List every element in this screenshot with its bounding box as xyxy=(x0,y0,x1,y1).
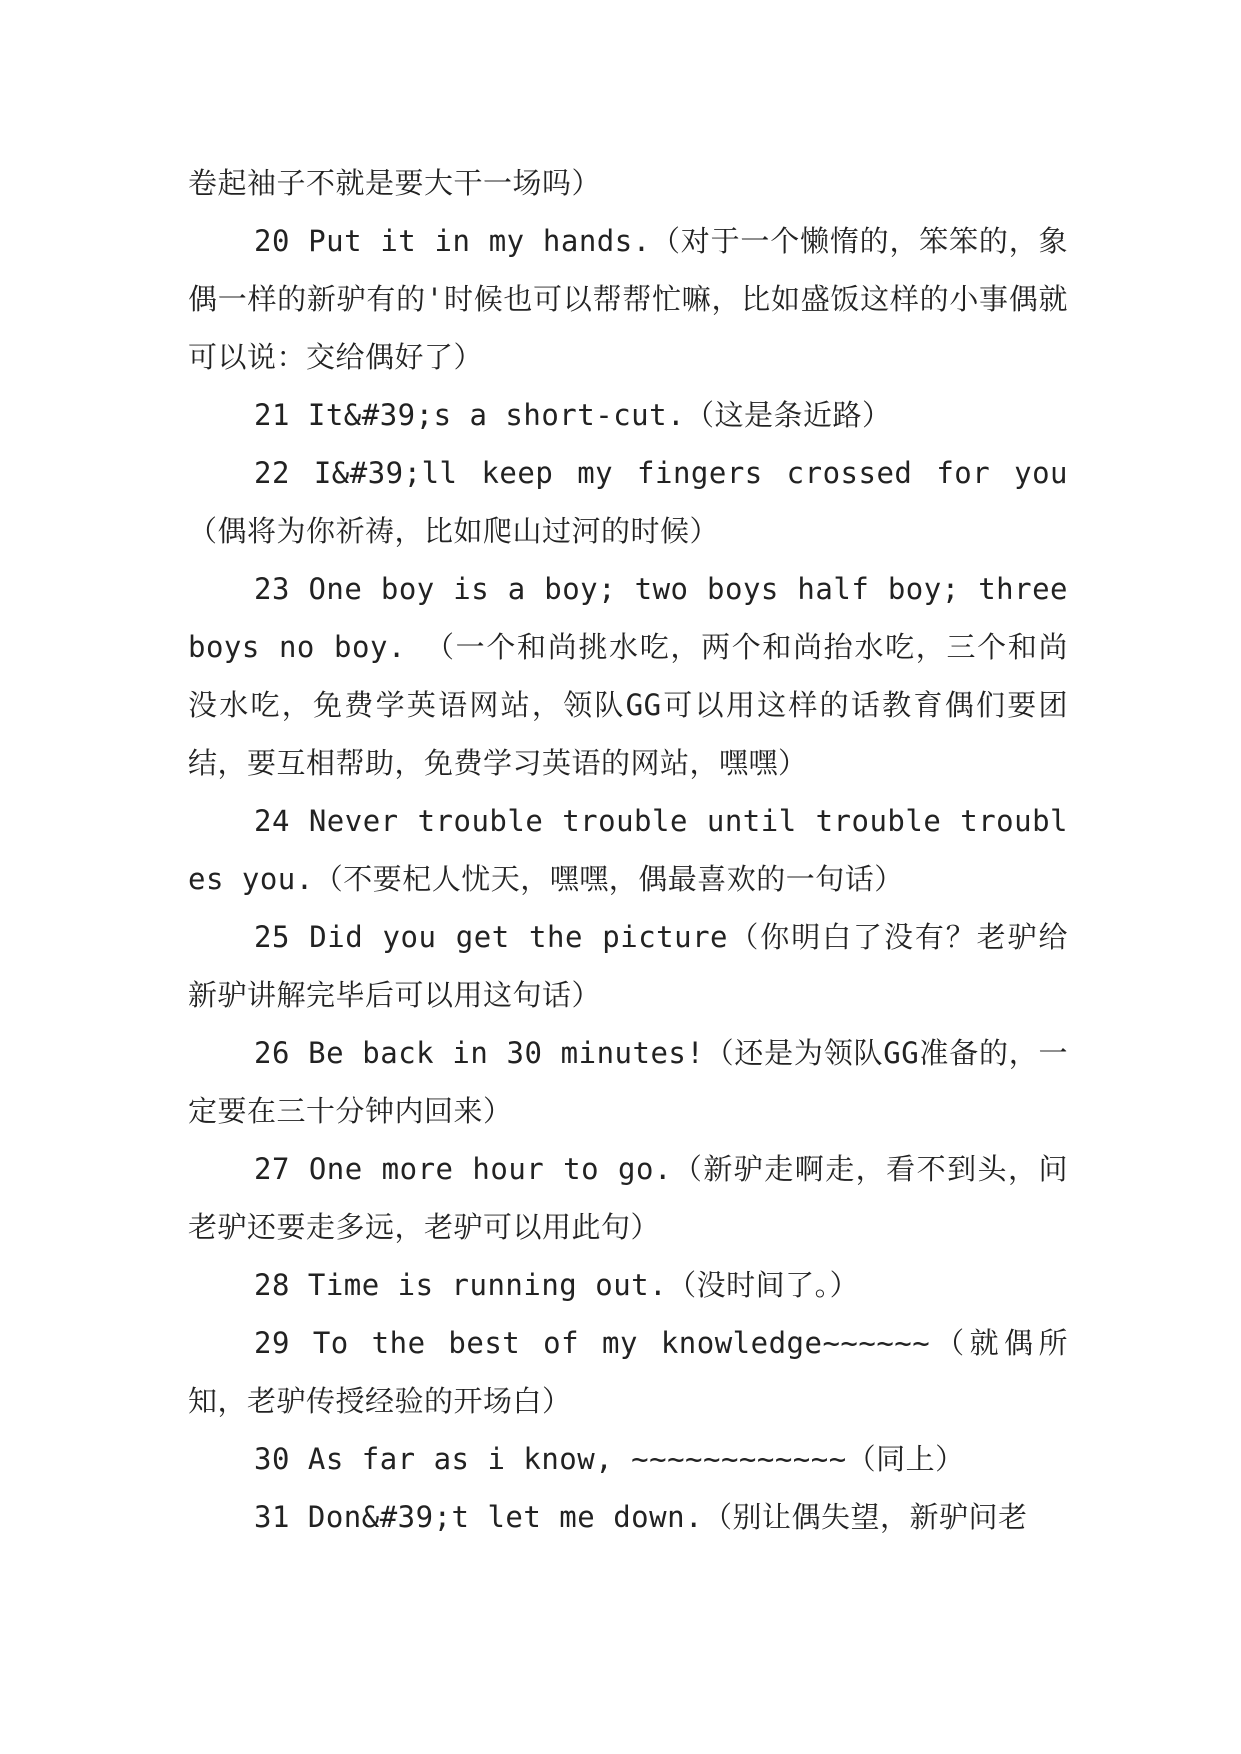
document-body xyxy=(188,154,1068,1546)
paragraph: 24 Never trouble trouble until trouble troubles you.（不要杞人忧天，嘿嘿，偶最喜欢的一句话） xyxy=(188,804,1068,896)
paragraph: 22 I&#39;ll keep my fingers crossed for you（偶将为你祈祷，比如爬山过河的时候） xyxy=(188,456,1068,548)
paragraph: 27 One more hour to go.（新驴走啊走，看不到头，问老驴还要走多远，老驴可以用此句） xyxy=(188,1152,1068,1244)
paragraph: 28 Time is running out.（没时间了。） xyxy=(254,1268,860,1302)
paragraph: 23 One boy is a boy; two boys half boy; three boys no boy. （一个和尚挑水吃，两个和尚抬水吃，三个和尚没水吃，免费学英语网站，领队GG可以用这样的话教育偶们要团结，要互相帮助，免费学习英语的网站，嘿嘿） xyxy=(188,572,1068,780)
paragraph: 30 As far as i know, ~~~~~~~~~~~~（同上） xyxy=(254,1442,965,1476)
paragraph: 20 Put it in my hands.（对于一个懒惰的，笨笨的，象偶一样的新驴有的'时候也可以帮帮忙嘛，比如盛饭这样的小事偶就可以说：交给偶好了） xyxy=(188,224,1068,374)
paragraph: 21 It&#39;s a short-cut.（这是条近路） xyxy=(254,398,892,432)
paragraph: 29 To the best of my knowledge~~~~~~（就偶所知，老驴传授经验的开场白） xyxy=(188,1326,1068,1418)
paragraph: 31 Don&#39;t let me down.（别让偶失望，新驴问老 xyxy=(254,1500,1028,1534)
paragraph: 25 Did you get the picture（你明白了没有？老驴给新驴讲解完毕后可以用这句话） xyxy=(188,920,1068,1012)
paragraph: 26 Be back in 30 minutes!（还是为领队GG准备的，一定要在三十分钟内回来） xyxy=(188,1036,1068,1128)
paragraph: 卷起袖子不就是要大干一场吗） xyxy=(188,166,602,200)
